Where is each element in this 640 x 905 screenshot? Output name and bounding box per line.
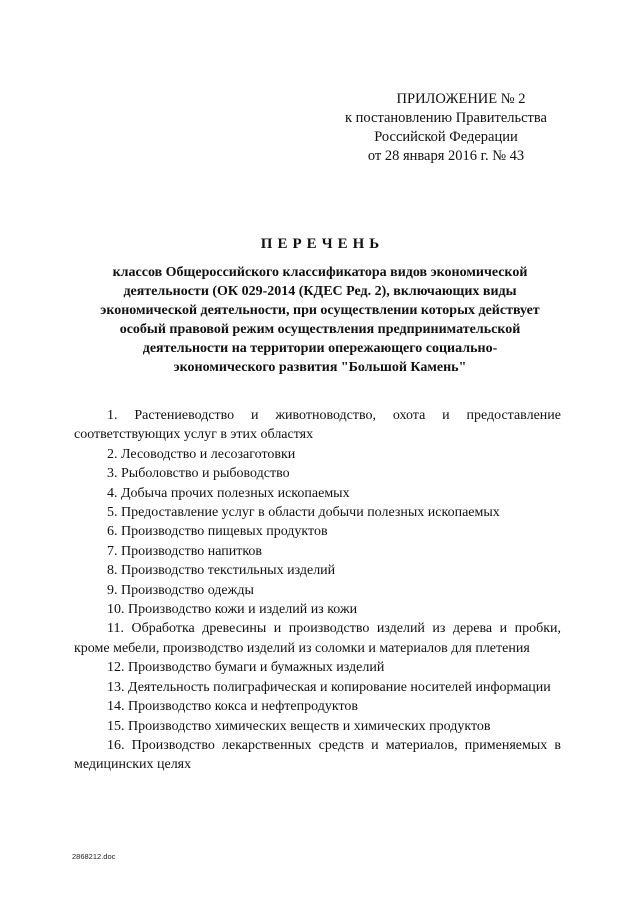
subtitle-line: экономического развития "Большой Камень" [173, 360, 467, 375]
list-item: 5. Предоставление услуг в области добычи полезных ископаемых [107, 505, 500, 521]
subtitle-line: особый правовой режим осуществления предпринимательской [119, 322, 521, 337]
list-item: 8. Производство текстильных изделий [107, 563, 336, 579]
list-item: 15. Производство химических веществ и химических продуктов [107, 718, 491, 734]
subtitle-line: экономической деятельности, при осуществлении которых действует [100, 303, 540, 318]
subtitle-line: деятельности (ОК 029-2014 (КДЕС Ред. 2), включающих виды [123, 284, 517, 299]
list-item: 6. Производство пищевых продуктов [107, 524, 328, 540]
appendix-ref-government: Российской Федерации [374, 129, 518, 145]
appendix-ref: к постановлению Правительства [345, 110, 547, 126]
list-item: 13. Деятельность полиграфическая и копирование носителей информации [107, 679, 551, 695]
list-item: 11. Обработка древесины и производство изделий из дерева и пробки, кроме мебели, производство изделий из соломки и материалов для плетения [74, 621, 561, 656]
appendix-header [330, 90, 562, 166]
subtitle-line: классов Общероссийского классификатора видов экономической [112, 265, 528, 280]
appendix-number: ПРИЛОЖЕНИЕ № 2 [396, 91, 526, 107]
list-item: 1. Растениеводство и животноводство, охота и предоставление соответствующих услуг в этих областях [74, 408, 561, 443]
document-subtitle [70, 263, 570, 377]
file-name-footer: 2868212.doc [72, 852, 116, 861]
list-item: 9. Производство одежды [107, 582, 254, 598]
document-title: ПЕРЕЧЕНЬ [260, 236, 385, 252]
list-item: 2. Лесоводство и лесозаготовки [107, 446, 296, 462]
list-item: 3. Рыболовство и рыбоводство [107, 466, 290, 482]
list-item: 4. Добыча прочих полезных ископаемых [107, 485, 350, 501]
list-item: 14. Производство кокса и нефтепродуктов [107, 699, 359, 715]
subtitle-line: деятельности на территории опережающего социально- [142, 341, 498, 356]
list-item: 10. Производство кожи и изделий из кожи [107, 602, 358, 618]
classifier-list [74, 406, 561, 775]
list-item: 16. Производство лекарственных средств и материалов, применяемых в медицинских целях [74, 737, 561, 773]
list-item: 12. Производство бумаги и бумажных изделий [107, 660, 385, 676]
list-item: 7. Производство напитков [107, 543, 263, 559]
appendix-date: от 28 января 2016 г. № 43 [367, 148, 525, 164]
